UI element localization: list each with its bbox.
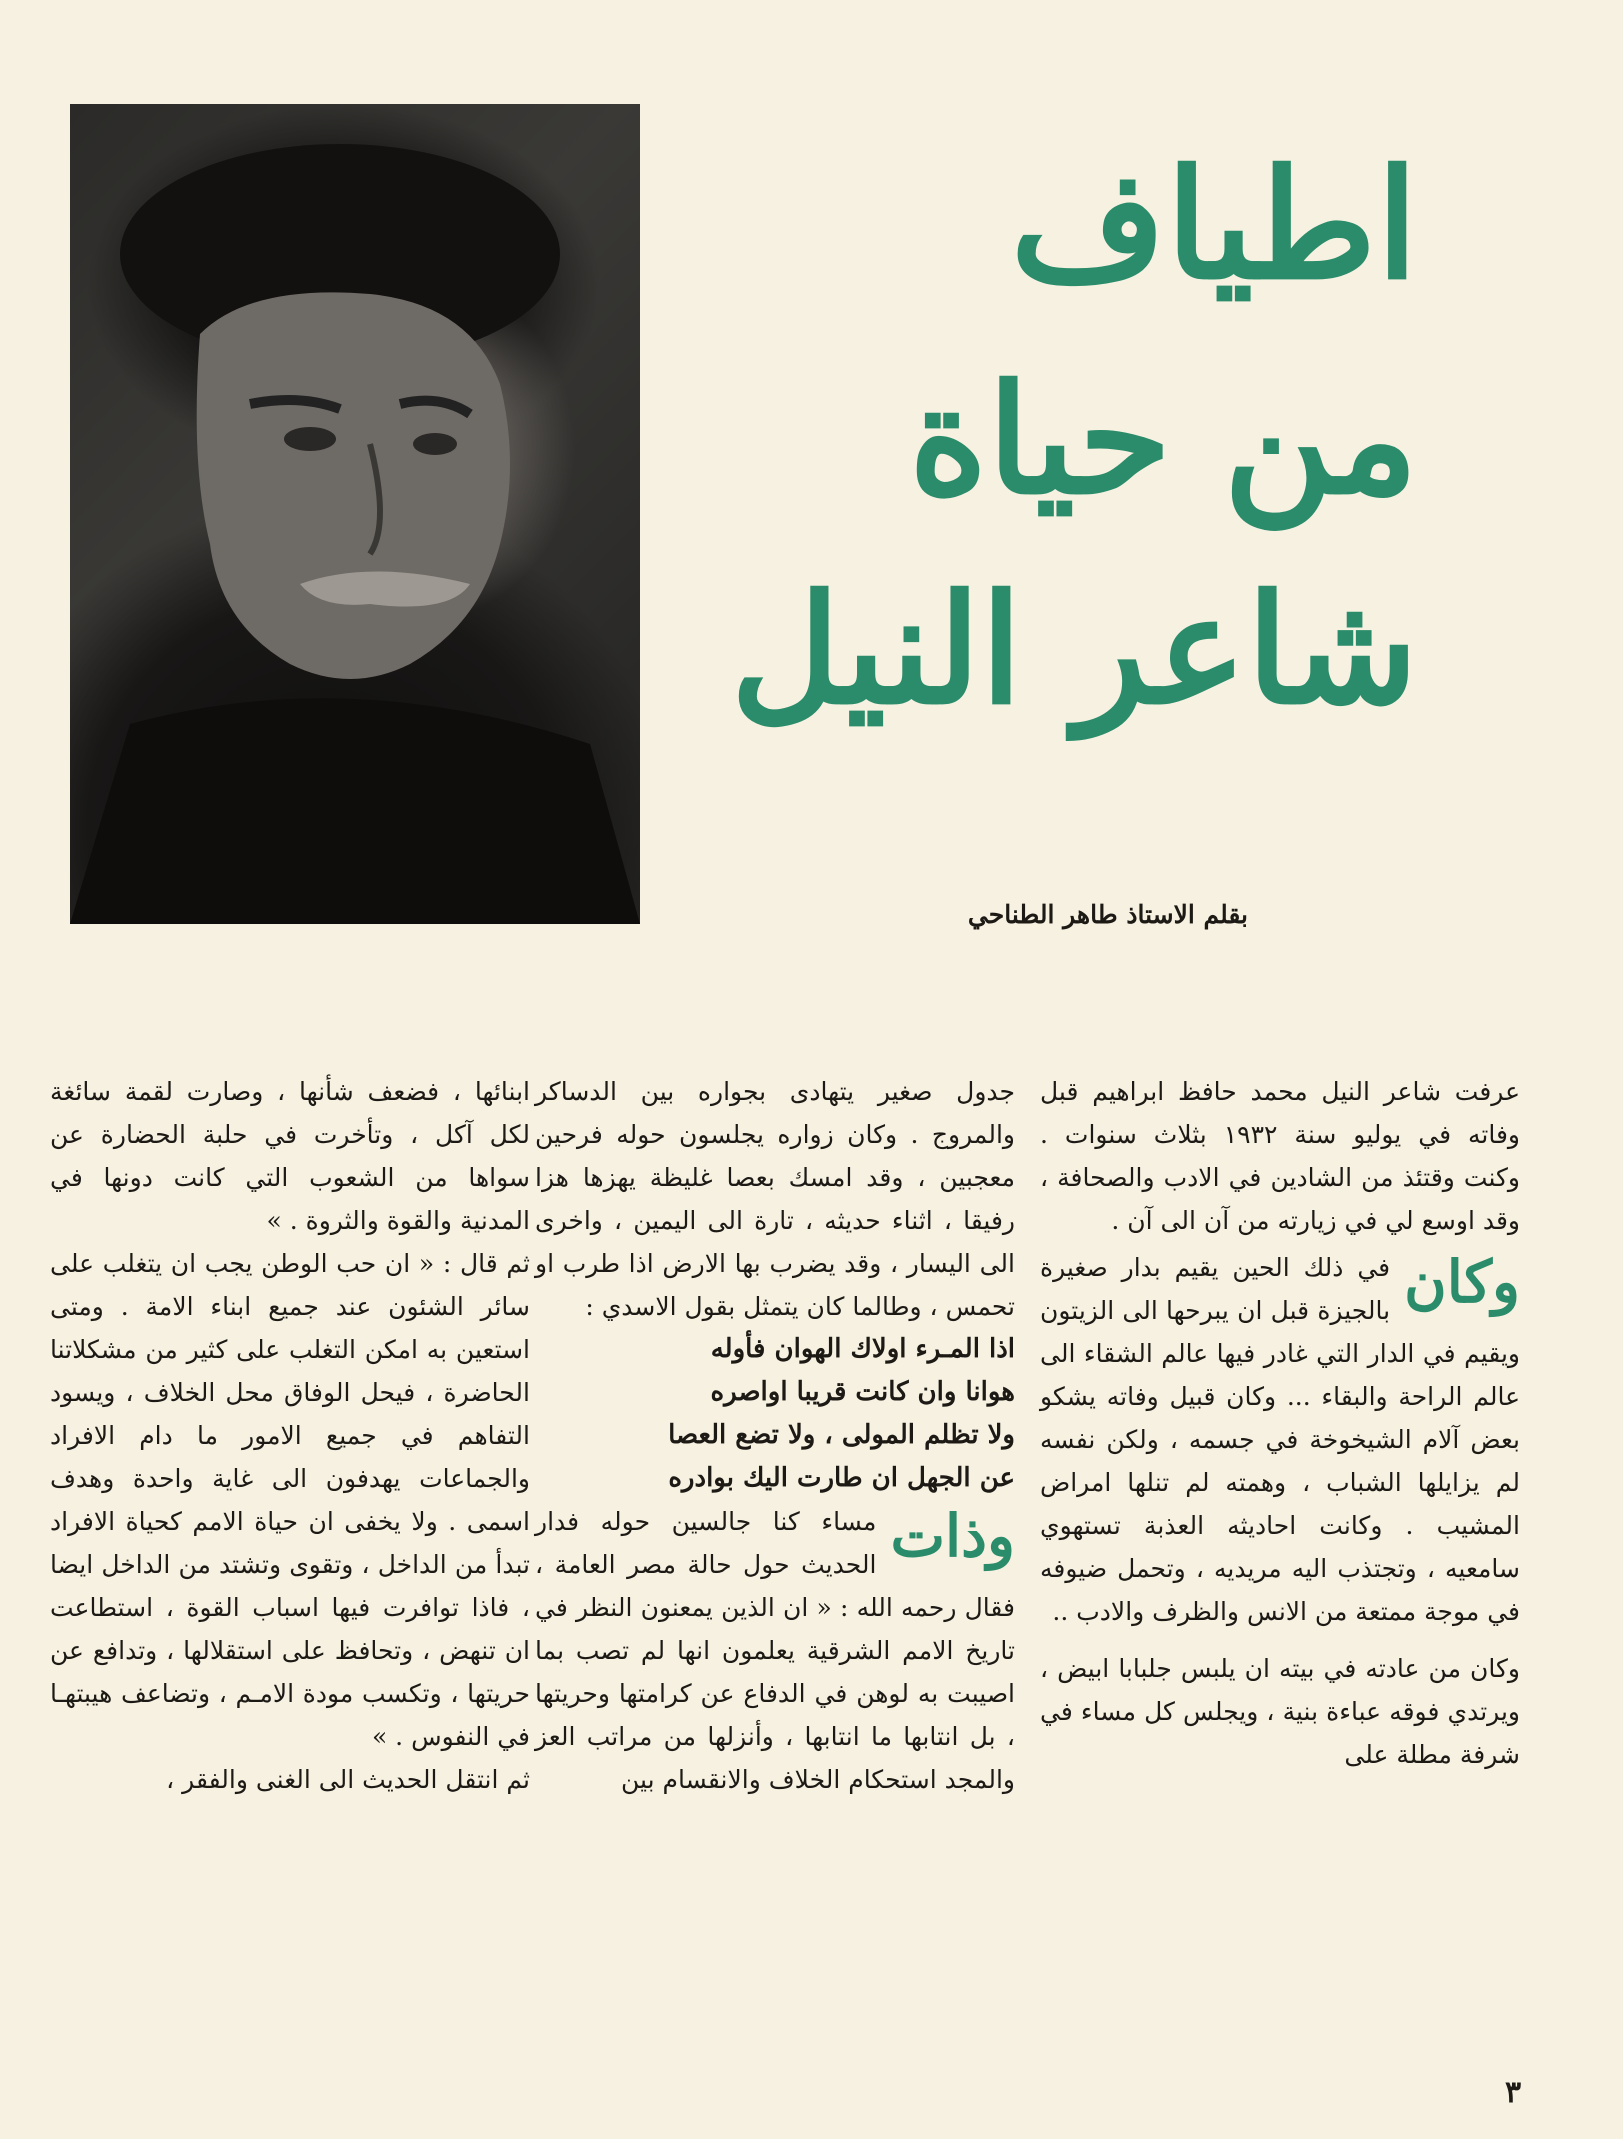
portrait-photo [70,104,640,924]
paragraph-text: مساء كنا جالسين حوله فدار الحديث حول حالة مصر العامة ، فقال رحمه الله : « ان الذين يمعنون النظر في تاريخ الامم الشرقية يعلمون انها لم تصب بما اصيبت به لوهن في الدفاع عن كرامتها وحريتها ، بل انتابها ما انتابها ، وأنزلها من مراتب العز والمجد استحكام الخلاف والانقسام بين [535,1507,1015,1794]
column-2 [535,1070,1015,1801]
paragraph-text: في ذلك الحين يقيم بدار صغيرة بالجيزة قبل ان يبرحها الى الزيتون ويقيم في الدار التي غادر فيها عالم الشقاء الى عالم الراحة والبقاء ... وكان قبيل وفاته يشكو بعض آلام الشيخوخة في جسمه ، ولكن نفسه لم يزايلها الشباب ، وهمته لم تنلها امراض المشيب . وكانت احاديثه العذبة تستهوي سامعيه ، وتجتذب اليه مريديه ، وتحمل ضيوفه في موجة ممتعة من الانس والظرف والادب .. [1040,1253,1520,1626]
dropcap: وذات [890,1502,1015,1570]
column-1 [1040,1070,1520,1776]
poem-line: ولا تظلم المولى ، ولا تضع العصا [668,1420,1015,1450]
paragraph [1040,1246,1520,1633]
paragraph: جدول صغير يتهادى بجواره بين الدساكر والمروج . وكان زواره يجلسون حوله فرحين معجبين ، وقد امسك بعصا غليظة يهزها هزا رفيقا ، اثناء حديثه ، تارة الى اليمين ، واخرى الى اليسار ، وقد يضرب بها الارض اذا طرب او تحمس ، وطالما كان يتمثل بقول الاسدي : [535,1077,1015,1321]
paragraph: ثم انتقل الحديث الى الغنى والفقر ، [166,1765,530,1794]
title-line-3: شاعر النيل [730,562,1418,738]
column-3 [50,1070,530,1801]
article-title [698,115,1418,755]
title-line-1: اطياف [1010,137,1418,313]
paragraph: ثم قال : « ان حب الوطن يجب ان يتغلب على سائر الشئون عند جميع ابناء الامة . ومتى استعين به امكن التغلب على كثير من مشكلاتنا الحاضرة ، فيحل الوفاق محل الخلاف ، ويسود التفاهم في جميع الامور ما دام الافراد والجماعات يهدفون الى غاية واحدة وهدف اسمى . ولا يخفى ان حياة الامم كحياة الافراد تبدأ من الداخل ، وتقوى وتشتد من الداخل ايضا ، فاذا توافرت فيها اسباب القوة ، استطاعت ان تنهض ، وتحافظ على استقلالها ، وتدافع عن حريتها ، وتكسب مودة الامـم ، وتضاعف هيبتهـا في النفوس . » [50,1249,531,1751]
paragraph: ابنائها ، فضعف شأنها ، وصارت لقمة سائغة لكل آكل ، وتأخرت في حلبة الحضارة عن سواها من الشعوب التي كانت دونها في المدنية والقوة والثروة . » [50,1077,530,1235]
poem-line: هوانا وان كانت قريبا اواصره [710,1377,1015,1407]
article-body [50,1070,1520,2050]
paragraph: عرفت شاعر النيل محمد حافظ ابراهيم قبل وفاته في يوليو سنة ١٩٣٢ بثلاث سنوات . وكنت وقتئذ من الشادين في الادب والصحافة ، وقد اوسع لي في زيارته من آن الى آن . [1040,1077,1520,1235]
dropcap: وكان [1404,1248,1520,1316]
page-number: ٣ [1505,2075,1522,2110]
poem-line: عن الجهل ان طارت اليك بوادره [668,1463,1015,1493]
poem-line: اذا المـرء اولاك الهوان فأوله [710,1334,1015,1364]
paragraph [535,1500,1015,1801]
byline: بقلم الاستاذ طاهر الطناحي [967,900,1248,929]
portrait-illustration [70,104,640,924]
paragraph: وكان من عادته في بيته ان يلبس جلبابا ابيض ، ويرتدي فوقه عباءة بنية ، ويجلس كل مساء في شرفة مطلة على [1040,1654,1520,1769]
title-line-2: من حياة [908,352,1418,528]
